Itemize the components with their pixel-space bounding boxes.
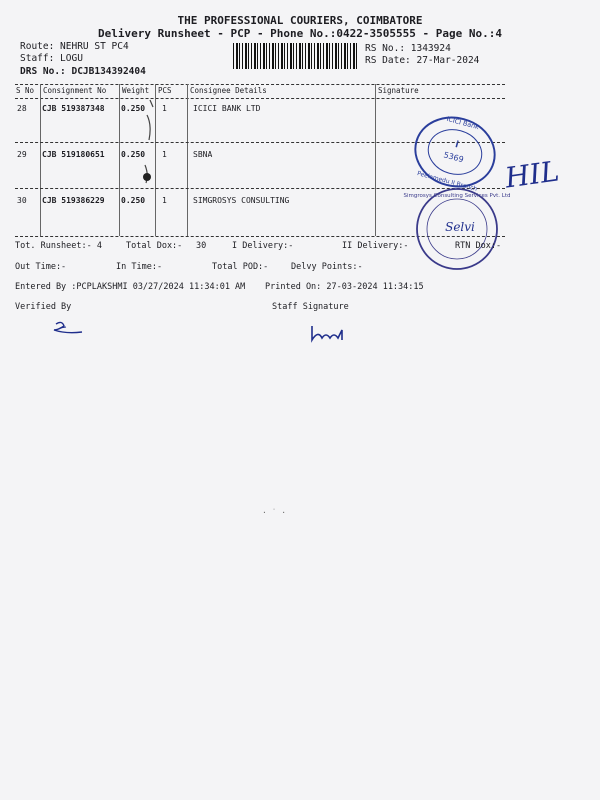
- col-weight: Weight: [122, 86, 150, 95]
- col-separator: [119, 84, 120, 236]
- route-label: Route: NEHRU ST PC4: [20, 41, 129, 52]
- total-pod: Total POD:-: [212, 262, 269, 272]
- col-sno: S No: [16, 86, 35, 95]
- tot-runsheet: Tot. Runsheet:- 4: [15, 241, 102, 251]
- rs-date: RS Date: 27-Mar-2024: [365, 55, 480, 66]
- rs-number: RS No.: 1343924: [365, 43, 451, 54]
- i-delivery: I Delivery:-: [232, 241, 294, 251]
- svg-text:i: i: [454, 140, 460, 151]
- table-top-rule: [15, 84, 505, 85]
- staff-signature-label: Staff Signature: [272, 302, 349, 312]
- company-title: THE PROFESSIONAL COURIERS, COIMBATORE: [177, 14, 423, 27]
- stamp-signature: Selvi: [445, 220, 475, 234]
- barcode: [233, 43, 358, 69]
- printed-on: Printed On: 27-03-2024 11:34:15: [265, 282, 424, 292]
- row-sno: 30: [17, 196, 27, 205]
- row-consignee: SIMGROSYS CONSULTING: [193, 196, 290, 205]
- col-separator: [187, 84, 188, 236]
- col-pcs: PCS: [158, 86, 172, 95]
- in-time: In Time:-: [116, 262, 163, 272]
- row-consignment: CJB 519387348: [42, 104, 105, 113]
- staff-signature: [308, 322, 353, 346]
- row-consignment: CJB 519386229: [42, 196, 105, 205]
- row-pcs: 1: [162, 104, 167, 113]
- col-consignee: Consignee Details: [190, 86, 267, 95]
- verified-by: Verified By: [15, 302, 72, 312]
- staff-label: Staff: LOGU: [20, 53, 83, 64]
- row-consignment: CJB 519180651: [42, 150, 105, 159]
- col-separator: [40, 84, 41, 236]
- company-stamp: [403, 185, 511, 275]
- row-sno: 28: [17, 104, 27, 113]
- icici-stamp: [410, 112, 500, 192]
- row-weight: 0.250: [121, 150, 146, 159]
- col-separator: [375, 84, 376, 236]
- row-weight: 0.250: [121, 196, 146, 205]
- icici-stamp-code: 5369: [442, 150, 465, 165]
- out-time: Out Time:-: [15, 262, 67, 272]
- speck: · ˙ ·: [262, 508, 287, 517]
- row-sno: 29: [17, 150, 27, 159]
- row-consignee: SBNA: [193, 150, 213, 159]
- col-signature: Signature: [378, 86, 419, 95]
- table-header-rule: [15, 98, 505, 99]
- row-pcs: 1: [162, 150, 167, 159]
- icici-stamp-bank: ICICI Bank: [445, 114, 480, 132]
- runsheet-subtitle: Delivery Runsheet - PCP - Phone No.:0422-3505555 - Page No.:4: [98, 27, 502, 40]
- handwritten-note: HIL: [502, 154, 562, 195]
- row-consignee: ICICI BANK LTD: [193, 104, 261, 113]
- ii-delivery: II Delivery:-: [342, 241, 409, 251]
- delvy-points: Delvy Points:-: [291, 262, 363, 272]
- col-consignment: Consignment No: [43, 86, 107, 95]
- row-pcs: 1: [162, 196, 167, 205]
- company-stamp-name: Simgrosys Consulting Services Pvt. Ltd: [403, 193, 511, 199]
- row-weight: 0.250: [121, 104, 146, 113]
- rtn-dox: RTN Dox:-: [455, 241, 502, 251]
- verified-signature: [48, 318, 88, 340]
- total-dox-value: 30: [196, 241, 207, 251]
- icici-stamp-branch: Peelamedu II Branch: [416, 170, 478, 193]
- total-dox-label: Total Dox:-: [126, 241, 183, 251]
- entered-by: Entered By :PCPLAKSHMI 03/27/2024 11:34:01 AM: [15, 282, 246, 292]
- ink-smudge: [125, 95, 165, 190]
- drs-number: DRS No.: DCJB134392404: [20, 66, 146, 77]
